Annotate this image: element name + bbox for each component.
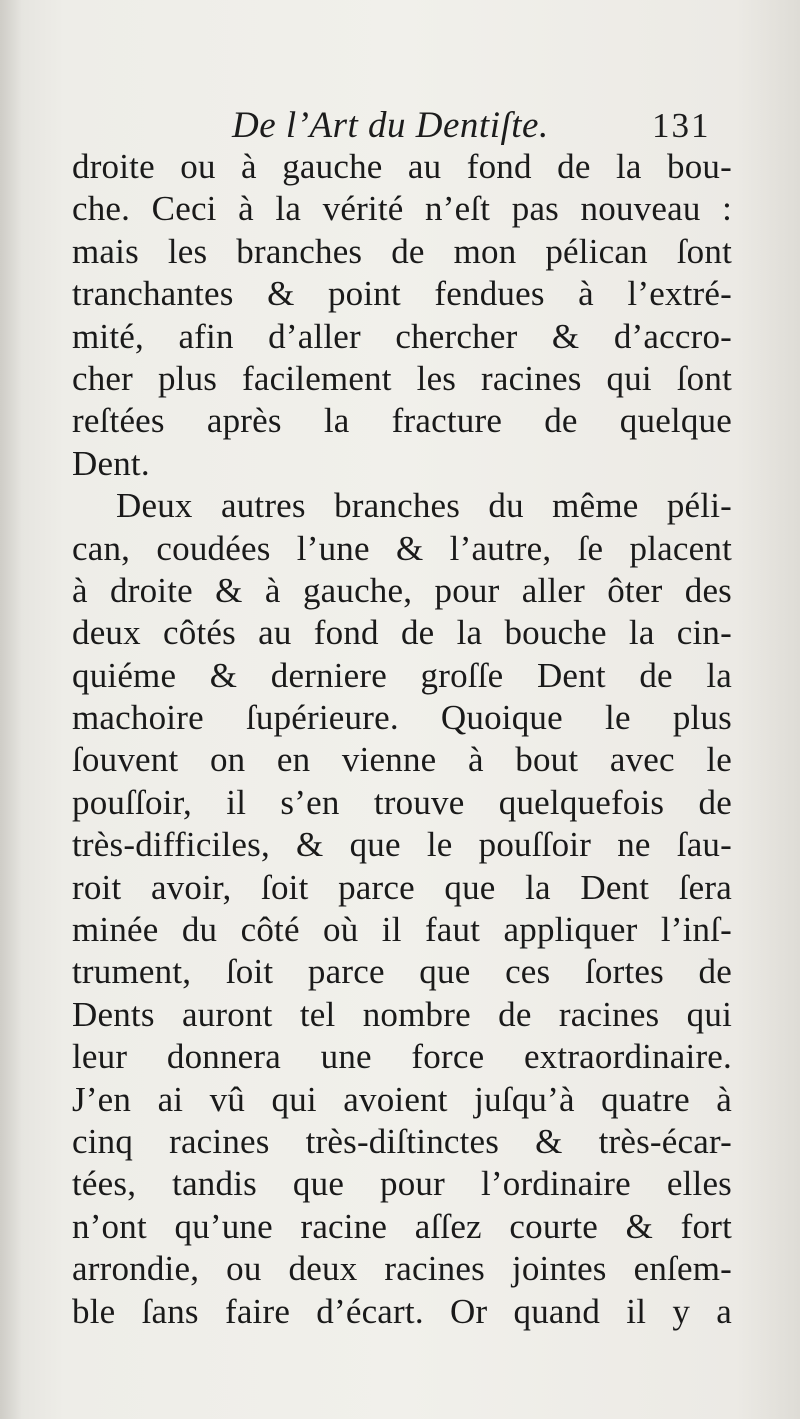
text-line-20: trument, ſoit parce que ces ſortes de — [72, 952, 732, 992]
text-line-1: droite ou à gauche au fond de la bou- — [72, 147, 732, 186]
text-line-17: très-difficiles, & que le pouſſoir ne ſau- — [72, 825, 732, 865]
text-line-9: Deux autres branches du même péli- — [116, 486, 732, 526]
text-line-28: ble ſans faire d’écart. Or quand il y a — [72, 1291, 732, 1331]
text-line-26: n’ont qu’une racine aſſez courte & fort — [72, 1206, 732, 1246]
text-line-23: J’en ai vû qui avoient juſqu’à quatre à — [72, 1079, 732, 1119]
text-line-3: mais les branches de mon pélican ſont — [72, 231, 732, 271]
running-title: De l’Art du Dentiſte. — [232, 105, 549, 146]
text-line-21: Dents auront tel nombre de racines qui — [72, 994, 732, 1034]
text-line-11: à droite & à gauche, pour aller ôter des — [72, 570, 732, 610]
text-line-4: tranchantes & point fendues à l’extré- — [72, 274, 732, 314]
page-binding-shadow — [0, 0, 22, 1419]
text-line-25: tées, tandis que pour l’ordinaire elles — [72, 1164, 732, 1204]
text-line-27: arrondie, ou deux racines jointes enſem- — [72, 1249, 732, 1289]
text-line-8: Dent. — [72, 443, 150, 483]
text-line-19: minée du côté où il faut appliquer l’inſ- — [72, 910, 732, 950]
text-line-10: can, coudées l’une & l’autre, ſe placent — [72, 528, 732, 568]
text-line-18: roit avoir, ſoit parce que la Dent ſera — [72, 867, 732, 907]
text-line-5: mité, afin d’aller chercher & d’accro- — [72, 316, 732, 356]
text-line-6: cher plus facilement les racines qui ſont — [72, 358, 732, 398]
text-line-12: deux côtés au fond de la bouche la cin- — [72, 613, 732, 653]
text-line-13: quiéme & derniere groſſe Dent de la — [72, 655, 732, 695]
text-line-24: cinq racines très-diſtinctes & très-écar- — [72, 1121, 732, 1161]
page-number: 131 — [652, 106, 711, 145]
text-line-15: ſouvent on en vienne à bout avec le — [72, 740, 732, 780]
text-line-16: pouſſoir, il s’en trouve quelquefois de — [72, 782, 732, 822]
text-line-2: che. Ceci à la vérité n’eſt pas nouveau : — [72, 189, 732, 229]
text-line-7: reſtées après la fracture de quelque — [72, 401, 732, 441]
body-text — [72, 146, 732, 1333]
text-line-14: machoire ſupérieure. Quoique le plus — [72, 698, 732, 738]
text-line-22: leur donnera une force extraordinaire. — [72, 1037, 732, 1077]
